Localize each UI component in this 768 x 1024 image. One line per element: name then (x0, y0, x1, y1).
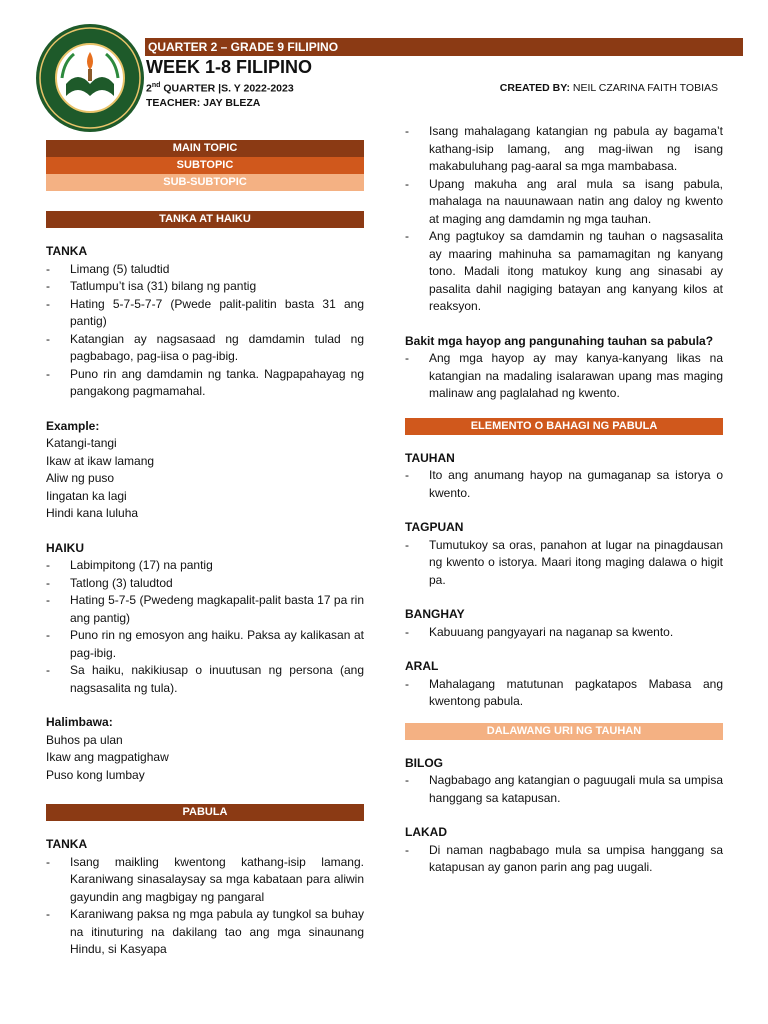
legend-subtopic: SUBTOPIC (46, 157, 364, 174)
list-item: - Limang (5) taludtid (46, 261, 364, 279)
aral-heading: ARAL (405, 659, 439, 673)
section-bar-tanka-haiku: TANKA AT HAIKU (46, 211, 364, 228)
example-line: Aliw ng puso (46, 471, 115, 485)
list-item: - Hating 5-7-5 (Pwedeng magkapalit-palit basta 17 pa rin ang pantig) (46, 592, 364, 627)
section-bar-dalawang-uri: DALAWANG URI NG TAUHAN (405, 723, 723, 740)
created-by: CREATED BY: NEIL CZARINA FAITH TOBIAS (499, 82, 718, 94)
quarter-grade-bar: QUARTER 2 – GRADE 9 FILIPINO (145, 38, 743, 56)
list-item: - Isang mahalagang katangian ng pabula ay bagama’t kathang-isip lamang, ang mag-iiwan ng isang makabuluhang pag-aaral sa mga mambabasa. (405, 123, 723, 176)
teacher-label: TEACHER: JAY BLEZA (146, 97, 261, 109)
example-line: Hindi kana luluha (46, 506, 139, 520)
list-item: - Tatlumpu’t isa (31) bilang ng pantig (46, 278, 364, 296)
list-item: - Katangian ay nagsasaad ng damdamin tulad ng pagbabago, pag-iisa o pag-ibig. (46, 331, 364, 366)
section-bar-elemento: ELEMENTO O BAHAGI NG PABULA (405, 418, 723, 435)
pabula-intro-list (46, 854, 364, 959)
legend-main-topic: MAIN TOPIC (46, 140, 364, 157)
list-item: - Hating 5-7-5-7-7 (Pwede palit-palitin basta 31 ang pantig) (46, 296, 364, 331)
tanka2-heading: TANKA (46, 837, 88, 851)
banghay-heading: BANGHAY (405, 607, 465, 621)
lakad-heading: LAKAD (405, 825, 447, 839)
example-line: Iingatan ka lagi (46, 488, 127, 503)
halimbawa-line: Puso kong lumbay (46, 767, 145, 782)
haiku-heading: HAIKU (46, 540, 84, 555)
tagpuan-heading: TAGPUAN (405, 520, 464, 534)
list-item: - Kabuuang pangyayari na naganap sa kwento. (405, 624, 723, 642)
list-item: - Puno rin ng emosyon ang haiku. Paksa ay kalikasan at pag-ibig. (46, 627, 364, 662)
tauhan-list (405, 467, 723, 502)
tauhan-heading: TAUHAN (405, 450, 455, 465)
list-item: - Tatlong (3) taludtod (46, 575, 364, 593)
halimbawa-line: Buhos pa ulan (46, 732, 123, 747)
section-bar-pabula: PABULA (46, 804, 364, 821)
list-item: - Tumutukoy sa oras, panahon at lugar na pinagdausan ng kwento o istorya. Maari itong maging dalawa o higit pa. (405, 537, 723, 590)
right-column (405, 123, 723, 877)
list-item: - Isang maikling kwentong kathang-isip lamang. Karaniwang sinasalaysay sa mga kabataan para aliwin gayundin ang magbigay ng pangaral (46, 854, 364, 907)
list-item: - Karaniwang paksa ng mga pabula ay tungkol sa buhay na itinuturing na dakilang tao ang mga sinaunang Hindu, si Kasyapa (46, 906, 364, 959)
banghay-list (405, 624, 723, 642)
list-item: - Sa haiku, nakikiusap o inuutusan ng persona (ang nagsasalita ng tula). (46, 662, 364, 697)
bilog-heading: BILOG (405, 755, 443, 770)
left-column (46, 140, 364, 959)
example-line: Ikaw at ikaw lamang (46, 453, 155, 468)
quarter-school-year: 2nd QUARTER |S. Y 2022-2023 (146, 82, 294, 95)
week-title: WEEK 1-8 FILIPINO (146, 57, 313, 77)
pabula-list (405, 123, 723, 316)
list-item: - Ang pagtukoy sa damdamin ng tauhan o nagsasalita ay maaring mahinuha sa pamamagitan ng kanyang tono. Madali itong matukoy kung ang sinasabi ay pasalita dahil nagiging batayan ang kanyang kilos at reaksyon. (405, 228, 723, 316)
lakad-list (405, 842, 723, 877)
haiku-list (46, 557, 364, 697)
aral-list (405, 676, 723, 711)
bilog-list (405, 772, 723, 807)
list-item: - Ang mga hayop ay may kanya-kanyang likas na katangian na madaling isalarawan upang mas maging malinaw ang paglalahad ng kwento. (405, 350, 723, 403)
list-item: - Upang makuha ang aral mula sa isang pabula, mahalaga na nauunawaan natin ang daloy ng kwento at maging ang damdamin ng mga tauhan. (405, 176, 723, 229)
list-item: - Puno rin ang damdamin ng tanka. Nagpapahayag ng pangakong pagmamahal. (46, 366, 364, 401)
school-logo (34, 22, 146, 134)
question-list (405, 350, 723, 403)
example-heading: Example: (46, 418, 100, 433)
tagpuan-list (405, 537, 723, 590)
tanka-list (46, 261, 364, 401)
example-line: Katangi-tangi (46, 436, 117, 450)
list-item: - Ito ang anumang hayop na gumaganap sa istorya o kwento. (405, 467, 723, 502)
tanka-heading: TANKA (46, 244, 88, 258)
halimbawa-heading: Halimbawa: (46, 715, 113, 729)
halimbawa-line: Ikaw ang magpatighaw (46, 750, 169, 764)
legend-sub-subtopic: SUB-SUBTOPIC (46, 174, 364, 191)
list-item: - Nagbabago ang katangian o paguugali mula sa umpisa hanggang sa katapusan. (405, 772, 723, 807)
question-heading: Bakit mga hayop ang pangunahing tauhan sa pabula? (405, 333, 714, 348)
list-item: - Labimpitong (17) na pantig (46, 557, 364, 575)
list-item: - Di naman nagbabago mula sa umpisa hanggang sa katapusan ay ganon parin ang pag uugali. (405, 842, 723, 877)
list-item: - Mahalagang matutunan pagkatapos Mabasa ang kwentong pabula. (405, 676, 723, 711)
